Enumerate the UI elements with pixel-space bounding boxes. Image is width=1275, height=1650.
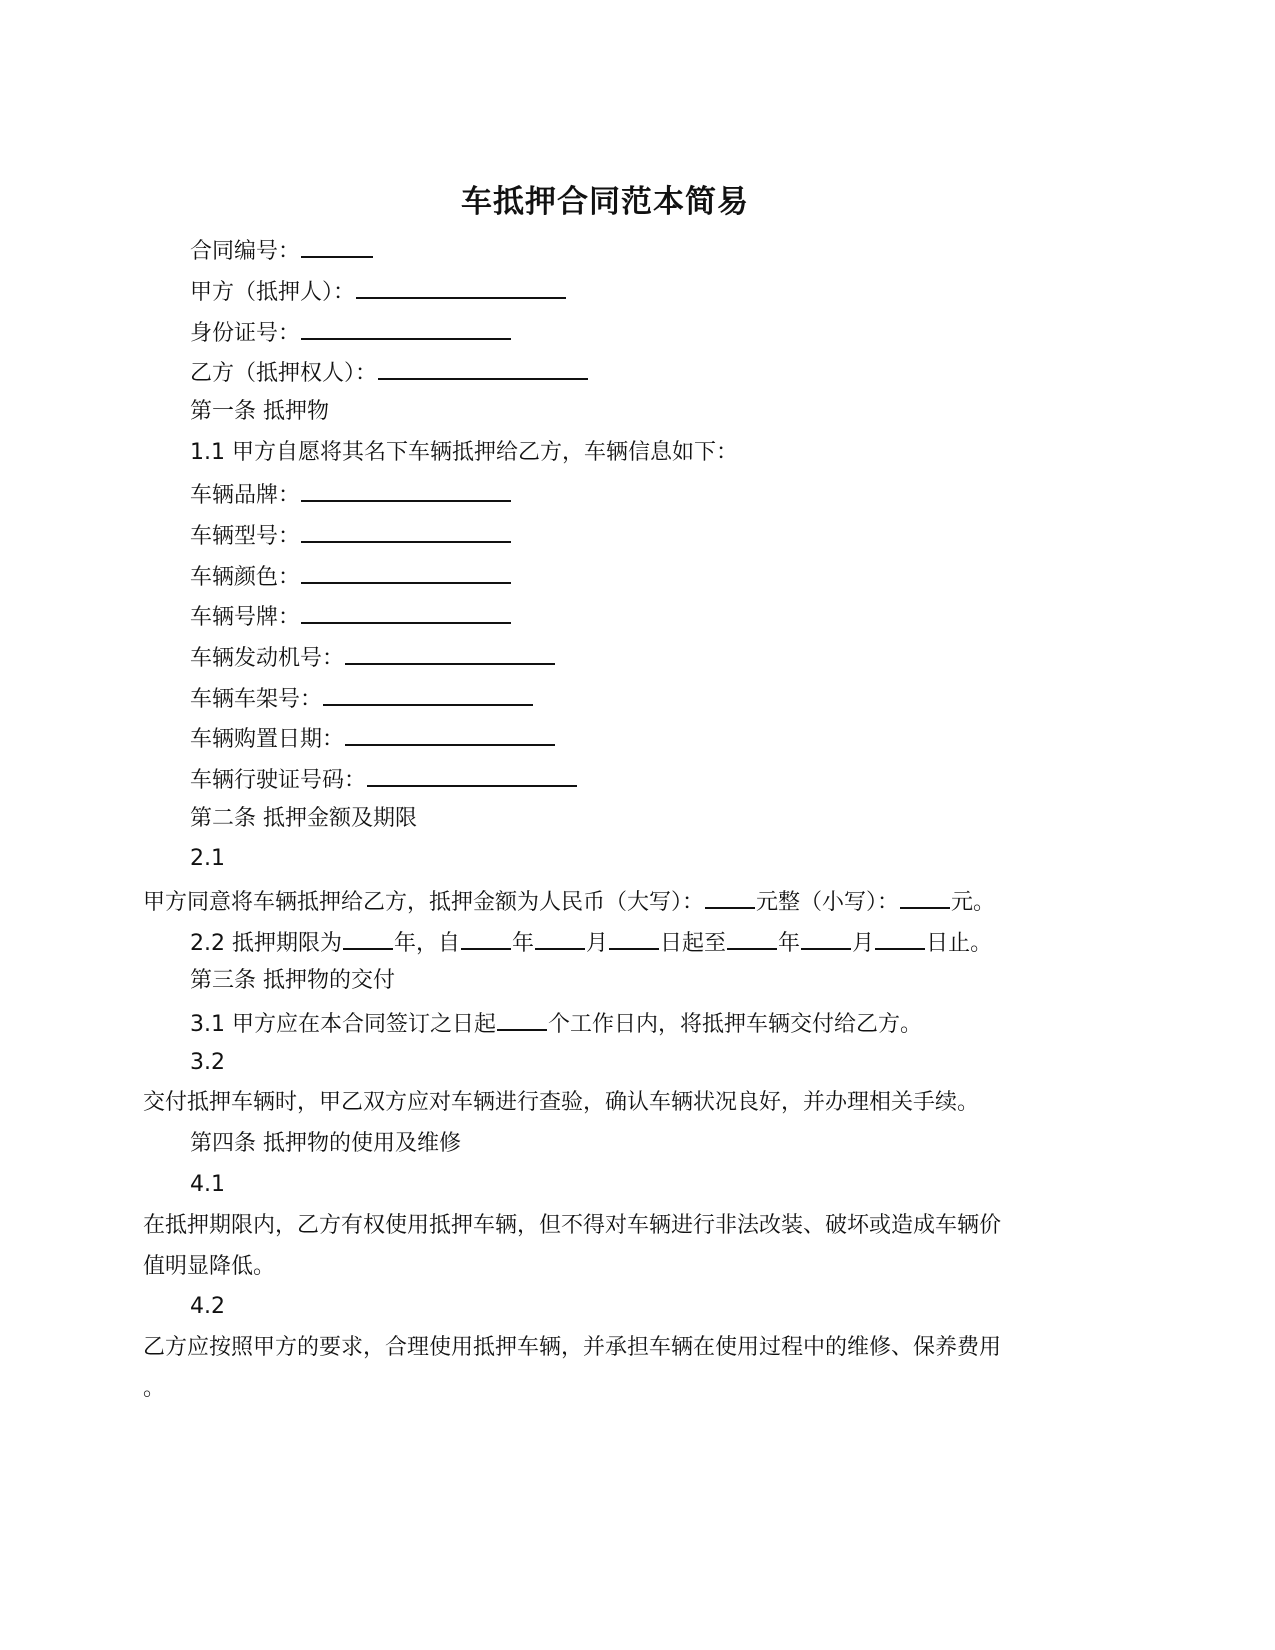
field-label: 身份证号： <box>190 321 301 346</box>
clause-text: 2.2 抵押期限为 <box>190 931 342 956</box>
vehicle-plate-field <box>190 600 512 633</box>
field-label: 车辆号牌： <box>190 605 301 630</box>
clause-text: 元整（小写）： <box>756 890 900 915</box>
clause-text: 日起至 <box>660 931 727 956</box>
clause-3-2-number: 3.2 <box>190 1050 225 1075</box>
field-label: 车辆品牌： <box>190 483 301 508</box>
clause-text: 元。 <box>951 890 996 915</box>
clause-4-1-text-line1: 在抵押期限内，乙方有权使用抵押车辆，但不得对车辆进行非法改装、破坏或造成车辆价 <box>143 1213 1002 1238</box>
clause-text: 年，自 <box>393 931 460 956</box>
blank-line[interactable] <box>497 1007 547 1031</box>
field-label: 车辆颜色： <box>190 565 301 590</box>
blank-line[interactable] <box>535 926 585 950</box>
blank-line[interactable] <box>609 926 659 950</box>
blank-line[interactable] <box>378 356 588 380</box>
vehicle-brand-field <box>190 478 512 511</box>
blank-line[interactable] <box>323 682 533 706</box>
blank-line[interactable] <box>705 885 755 909</box>
vehicle-license-field <box>190 763 578 796</box>
field-label: 合同编号： <box>190 239 301 264</box>
blank-line[interactable] <box>727 926 777 950</box>
clause-2-1-number: 2.1 <box>190 846 225 871</box>
clause-2-1-text <box>143 885 995 918</box>
clause-4-2-text-line2: 。 <box>143 1376 166 1401</box>
blank-line[interactable] <box>900 885 950 909</box>
vehicle-purchase-date-field <box>190 722 556 755</box>
party-a-field <box>190 275 567 308</box>
blank-line[interactable] <box>801 926 851 950</box>
blank-line[interactable] <box>301 560 511 584</box>
blank-line[interactable] <box>301 234 373 258</box>
field-label: 车辆型号： <box>190 524 301 549</box>
clause-1-1: 1.1 甲方自愿将其名下车辆抵押给乙方，车辆信息如下： <box>190 440 738 465</box>
clause-3-2-text: 交付抵押车辆时，甲乙双方应对车辆进行查验，确认车辆状况良好，并办理相关手续。 <box>143 1090 980 1115</box>
article-3-heading: 第三条 抵押物的交付 <box>190 968 395 993</box>
clause-4-2-text-line1: 乙方应按照甲方的要求，合理使用抵押车辆，并承担车辆在使用过程中的维修、保养费用 <box>143 1335 1002 1360</box>
party-b-field <box>190 356 589 389</box>
clause-text: 年 <box>778 931 801 956</box>
clause-text: 个工作日内，将抵押车辆交付给乙方。 <box>547 1012 922 1037</box>
blank-line[interactable] <box>367 763 577 787</box>
field-label: 车辆行驶证号码： <box>190 768 367 793</box>
blank-line[interactable] <box>461 926 511 950</box>
vehicle-frame-field <box>190 682 534 715</box>
clause-4-2-number: 4.2 <box>190 1294 225 1319</box>
clause-text: 月 <box>852 931 875 956</box>
blank-line[interactable] <box>301 600 511 624</box>
field-label: 车辆发动机号： <box>190 646 345 671</box>
blank-line[interactable] <box>875 926 925 950</box>
article-4-heading: 第四条 抵押物的使用及维修 <box>190 1131 461 1156</box>
field-label: 乙方（抵押权人）： <box>190 361 378 386</box>
blank-line[interactable] <box>345 641 555 665</box>
article-1-heading: 第一条 抵押物 <box>190 399 329 424</box>
clause-text: 甲方同意将车辆抵押给乙方，抵押金额为人民币（大写）： <box>143 890 705 915</box>
vehicle-engine-field <box>190 641 556 674</box>
document-title: 车抵押合同范本简易 <box>461 184 749 220</box>
id-number-field <box>190 316 512 349</box>
clause-2-2 <box>190 926 992 959</box>
field-label: 车辆购置日期： <box>190 727 345 752</box>
clause-text: 年 <box>512 931 535 956</box>
vehicle-color-field <box>190 560 512 593</box>
blank-line[interactable] <box>345 722 555 746</box>
clause-text: 3.1 甲方应在本合同签订之日起 <box>190 1012 496 1037</box>
clause-text: 月 <box>586 931 609 956</box>
article-2-heading: 第二条 抵押金额及期限 <box>190 806 417 831</box>
blank-line[interactable] <box>343 926 393 950</box>
blank-line[interactable] <box>356 275 566 299</box>
blank-line[interactable] <box>301 478 511 502</box>
blank-line[interactable] <box>301 316 511 340</box>
blank-line[interactable] <box>301 519 511 543</box>
clause-4-1-text-line2: 值明显降低。 <box>143 1254 276 1279</box>
contract-number-field <box>190 234 374 267</box>
clause-4-1-number: 4.1 <box>190 1172 225 1197</box>
clause-text: 日止。 <box>926 931 993 956</box>
field-label: 甲方（抵押人）： <box>190 280 356 305</box>
field-label: 车辆车架号： <box>190 687 323 712</box>
clause-3-1 <box>190 1007 922 1040</box>
vehicle-model-field <box>190 519 512 552</box>
